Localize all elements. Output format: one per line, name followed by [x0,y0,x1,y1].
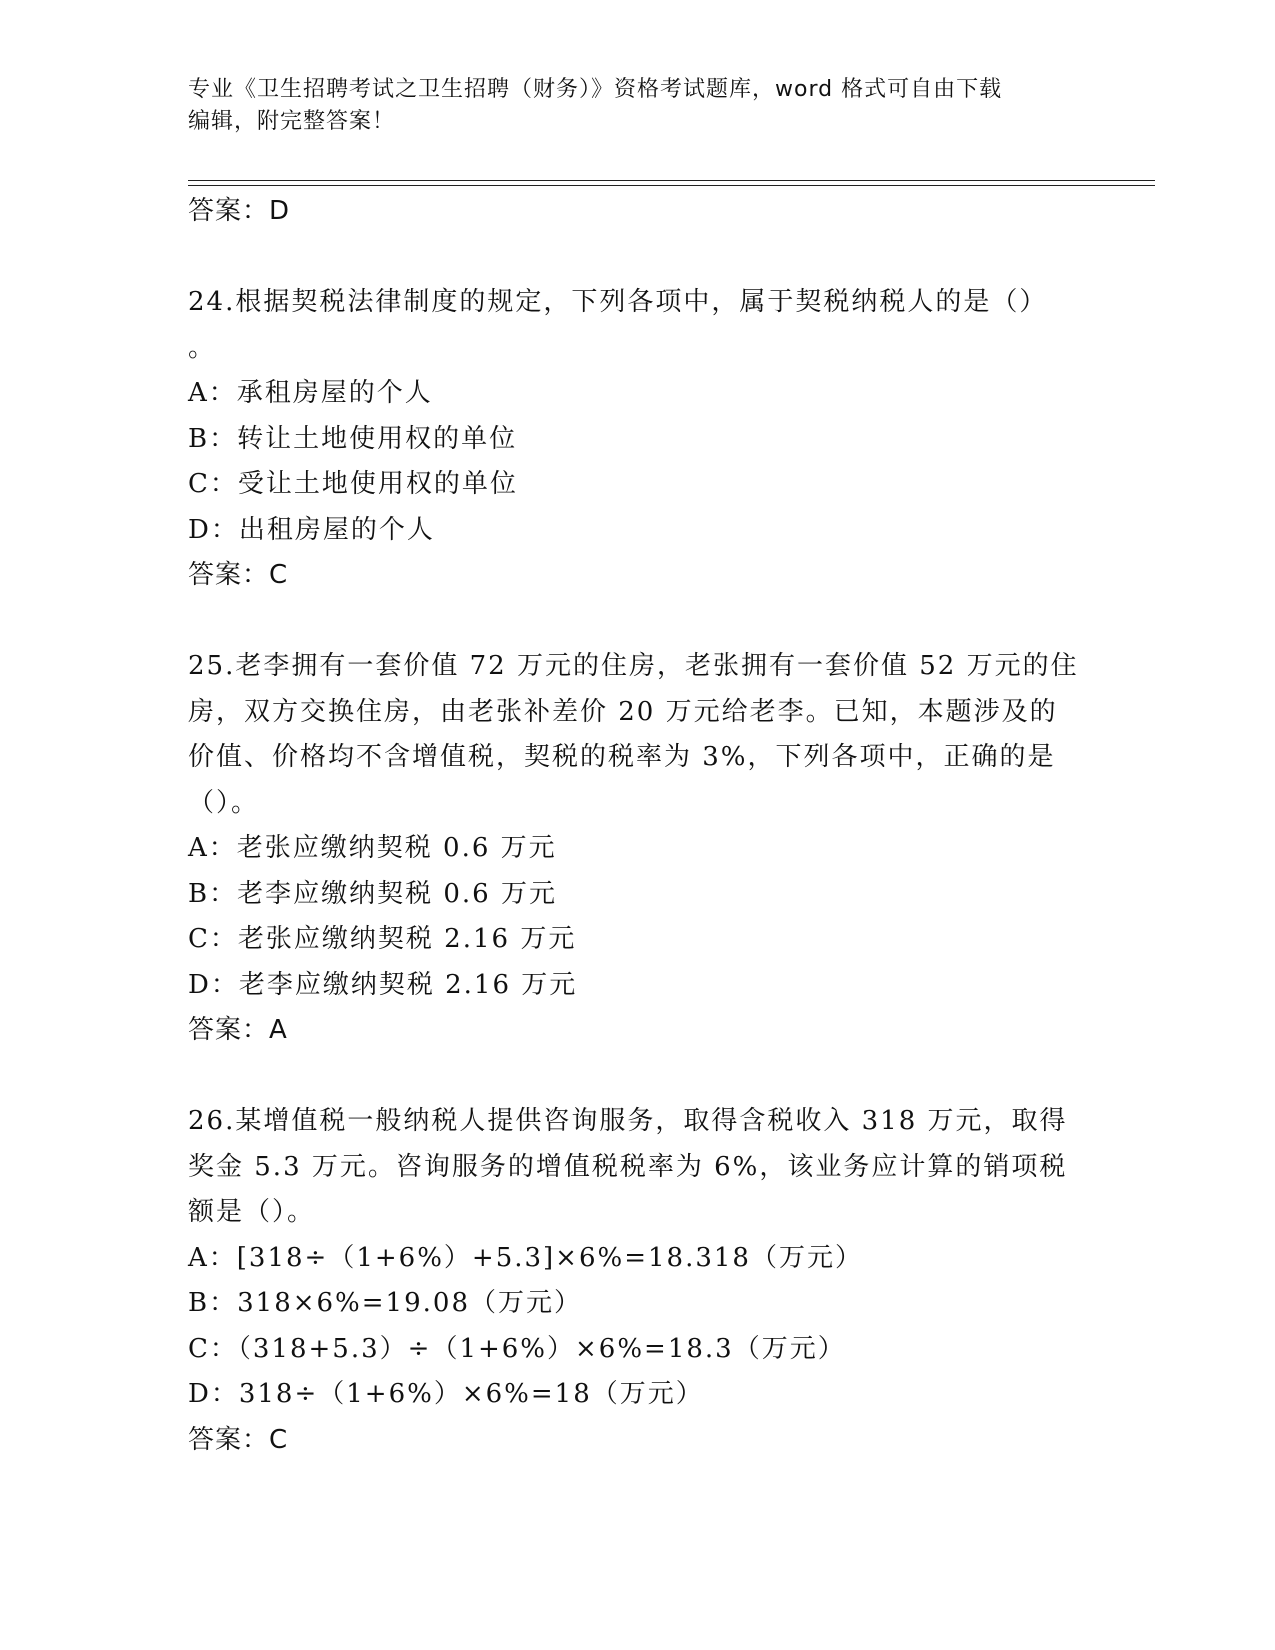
option-b: B：老李应缴纳契税 0.6 万元 [188,878,557,909]
question-answer: 答案：C [188,1424,289,1455]
question-text-line: 额是（）。 [188,1197,316,1227]
question-text-line: 。 [188,332,217,363]
question-text-line: 26.某增值税一般纳税人提供咨询服务，取得含税收入 318 万元，取得 [188,1106,1068,1136]
document-header [188,74,1068,138]
header-rule-bottom [188,185,1155,186]
option-b: B：318×6%=19.08（万元） [188,1288,582,1318]
option-c: C：老张应缴纳契税 2.16 万元 [188,924,577,954]
question-text-line: 房，双方交换住房，由老张补差价 20 万元给老李。已知，本题涉及的 [188,696,1058,727]
option-b: B：转让土地使用权的单位 [188,423,518,454]
question-answer: 答案：C [188,560,289,590]
question-answer: 答案：A [188,1015,288,1045]
header-line-1: 专业《卫生招聘考试之卫生招聘（财务）》资格考试题库，word 格式可自由下载 [188,77,1003,102]
question-24 [188,280,1088,599]
question-text-line: （）。 [188,787,260,818]
document-body [188,189,1088,1463]
option-c: C：受让土地使用权的单位 [188,469,518,499]
question-25 [188,644,1088,1054]
question-text-line: 24.根据契税法律制度的规定，下列各项中，属于契税纳税人的是（） [188,287,1048,317]
question-26 [188,1099,1088,1463]
option-d: D：老李应缴纳契税 2.16 万元 [188,969,578,1000]
question-text-line: 价值、价格均不含增值税，契税的税率为 3%，下列各项中，正确的是 [188,742,1056,772]
header-line-2: 编辑，附完整答案！ [188,109,396,134]
option-d: D：318÷（1+6%）×6%=18（万元） [188,1379,704,1409]
option-a: A：[318÷（1+6%）+5.3]×6%=18.318（万元） [188,1242,863,1273]
spacer [188,1054,1088,1100]
option-a: A：老张应缴纳契税 0.6 万元 [188,833,557,863]
spacer [188,235,1088,281]
option-d: D：出租房屋的个人 [188,514,435,545]
option-a: A：承租房屋的个人 [188,378,433,408]
previous-answer: 答案：D [188,196,291,226]
question-text-line: 奖金 5.3 万元。咨询服务的增值税税率为 6%，该业务应计算的销项税 [188,1151,1068,1182]
header-rule-top [188,180,1155,181]
option-c: C：（318+5.3）÷（1+6%）×6%=18.3（万元） [188,1333,846,1364]
spacer [188,599,1088,645]
question-text-line: 25.老李拥有一套价值 72 万元的住房，老张拥有一套价值 52 万元的住 [188,651,1079,681]
